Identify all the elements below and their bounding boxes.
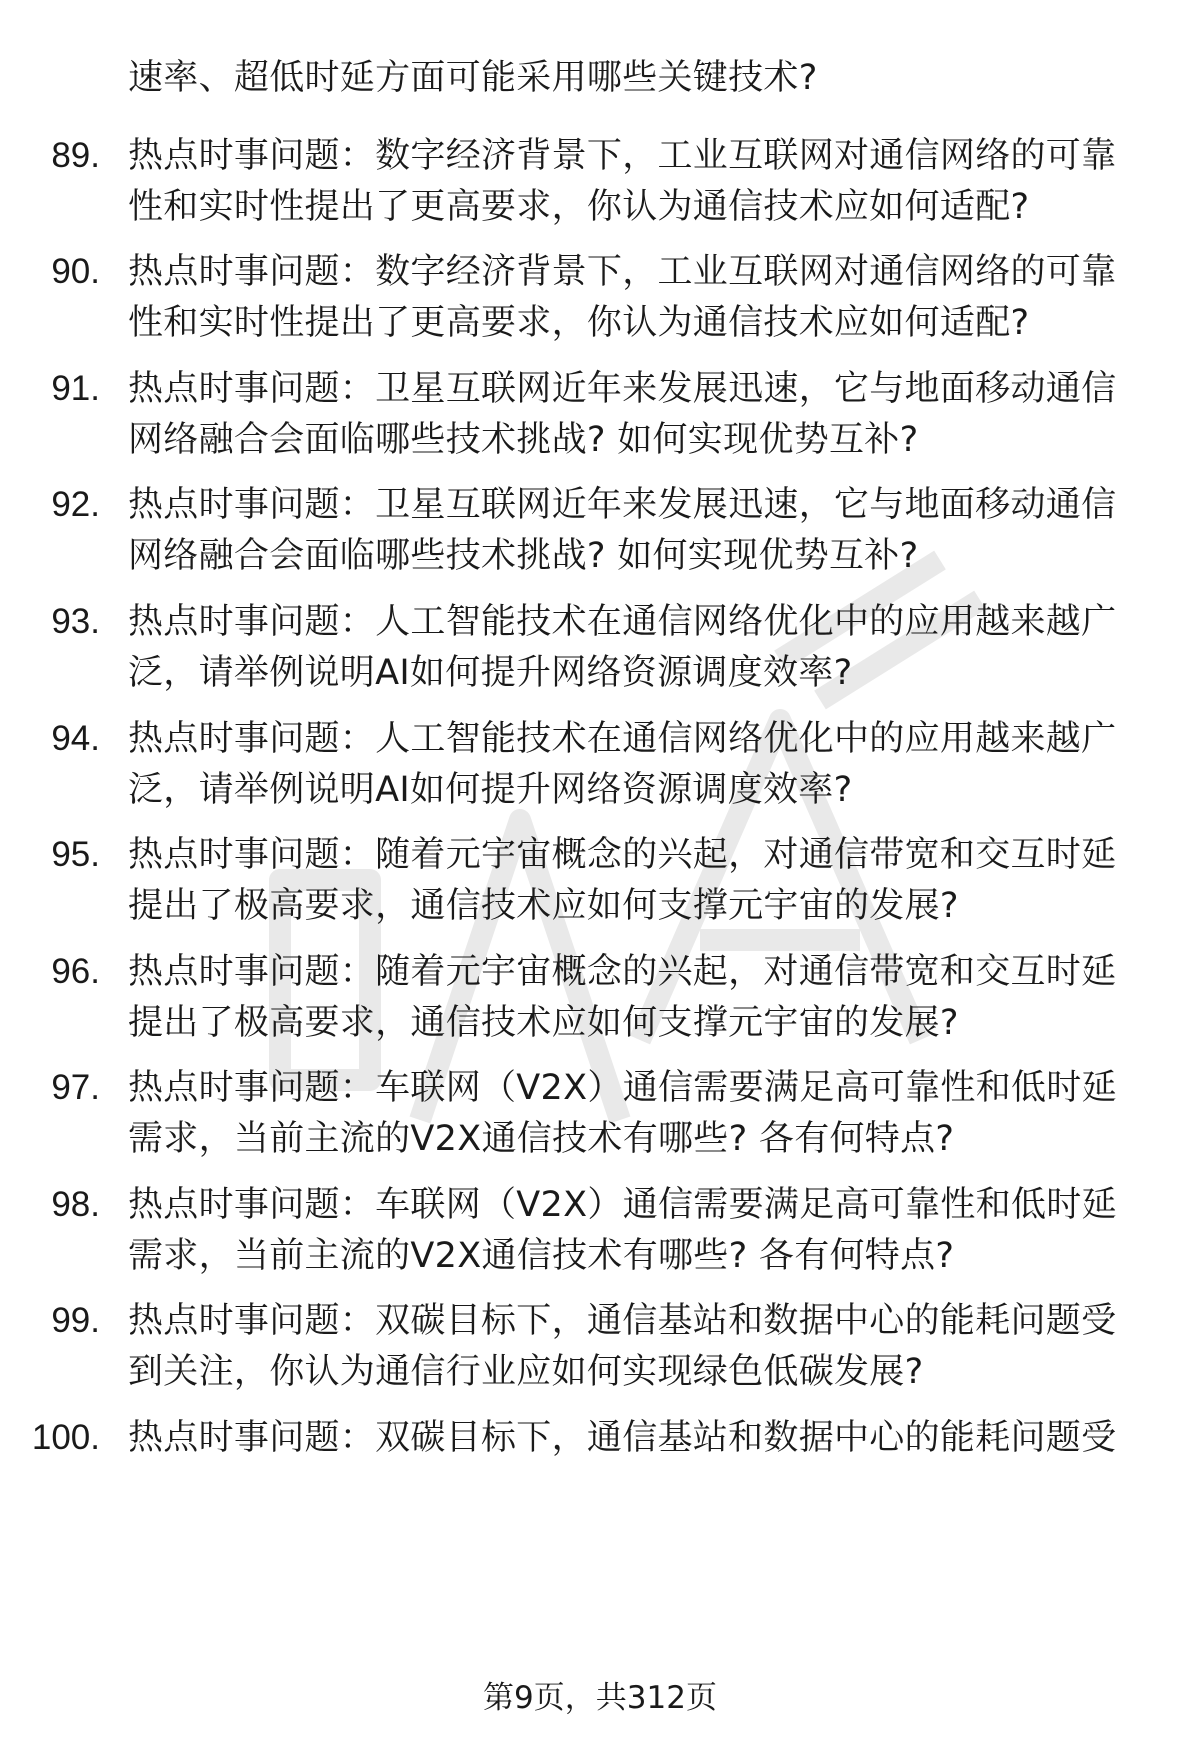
item-text-line: 热点时事问题：人工智能技术在通信网络优化中的应用越来越广 xyxy=(128,602,1117,642)
item-text-line: 热点时事问题：随着元宇宙概念的兴起，对通信带宽和交互时延 xyxy=(128,952,1117,992)
item-text-line: 到关注，你认为通信行业应如何实现绿色低碳发展? xyxy=(128,1352,924,1392)
item-text-line: 热点时事问题：车联网（V2X）通信需要满足高可靠性和低时延 xyxy=(128,1068,1117,1108)
item-number: 91. xyxy=(51,369,100,408)
item-number: 98. xyxy=(51,1185,100,1224)
item-text-line: 性和实时性提出了更高要求，你认为通信技术应如何适配? xyxy=(128,303,1030,343)
item-text-line: 网络融合会面临哪些技术挑战? 如何实现优势互补? xyxy=(128,420,919,460)
item-number: 97. xyxy=(51,1068,100,1107)
item-text-line: 热点时事问题：数字经济背景下，工业互联网对通信网络的可靠 xyxy=(128,252,1117,292)
item-text-line: 热点时事问题：人工智能技术在通信网络优化中的应用越来越广 xyxy=(128,719,1117,759)
item-text-line: 热点时事问题：随着元宇宙概念的兴起，对通信带宽和交互时延 xyxy=(128,835,1117,875)
item-text-line: 泛，请举例说明AI如何提升网络资源调度效率? xyxy=(128,653,853,693)
item-text-line: 热点时事问题：双碳目标下，通信基站和数据中心的能耗问题受 xyxy=(128,1301,1117,1341)
item-text-line: 性和实时性提出了更高要求，你认为通信技术应如何适配? xyxy=(128,187,1030,227)
page-number-footer: 第9页，共312页 xyxy=(483,1680,717,1716)
item-text-line: 泛，请举例说明AI如何提升网络资源调度效率? xyxy=(128,770,853,810)
item-text-line: 提出了极高要求，通信技术应如何支撑元宇宙的发展? xyxy=(128,1003,959,1043)
item-number: 96. xyxy=(51,952,100,991)
item-text-line: 热点时事问题：卫星互联网近年来发展迅速，它与地面移动通信 xyxy=(128,369,1117,409)
item-text-line: 热点时事问题：数字经济背景下，工业互联网对通信网络的可靠 xyxy=(128,136,1117,176)
item-number: 92. xyxy=(51,485,100,524)
item-number: 93. xyxy=(51,602,100,641)
item-number: 94. xyxy=(51,719,100,758)
item-text-line: 热点时事问题：车联网（V2X）通信需要满足高可靠性和低时延 xyxy=(128,1185,1117,1225)
item-text-line: 热点时事问题：卫星互联网近年来发展迅速，它与地面移动通信 xyxy=(128,485,1117,525)
item-text-line: 提出了极高要求，通信技术应如何支撑元宇宙的发展? xyxy=(128,886,959,926)
item-text-line: 需求，当前主流的V2X通信技术有哪些? 各有何特点? xyxy=(128,1119,955,1159)
item-number: 95. xyxy=(51,835,100,874)
item-text-line: 网络融合会面临哪些技术挑战? 如何实现优势互补? xyxy=(128,536,919,576)
item-text-line: 需求，当前主流的V2X通信技术有哪些? 各有何特点? xyxy=(128,1236,955,1276)
item-number: 99. xyxy=(51,1301,100,1340)
item-text-line: 热点时事问题：双碳目标下，通信基站和数据中心的能耗问题受 xyxy=(128,1418,1117,1458)
item-number: 100. xyxy=(31,1418,100,1457)
continuation-line: 速率、超低时延方面可能采用哪些关键技术? xyxy=(128,58,818,98)
item-number: 90. xyxy=(51,252,100,291)
item-number: 89. xyxy=(51,136,100,175)
